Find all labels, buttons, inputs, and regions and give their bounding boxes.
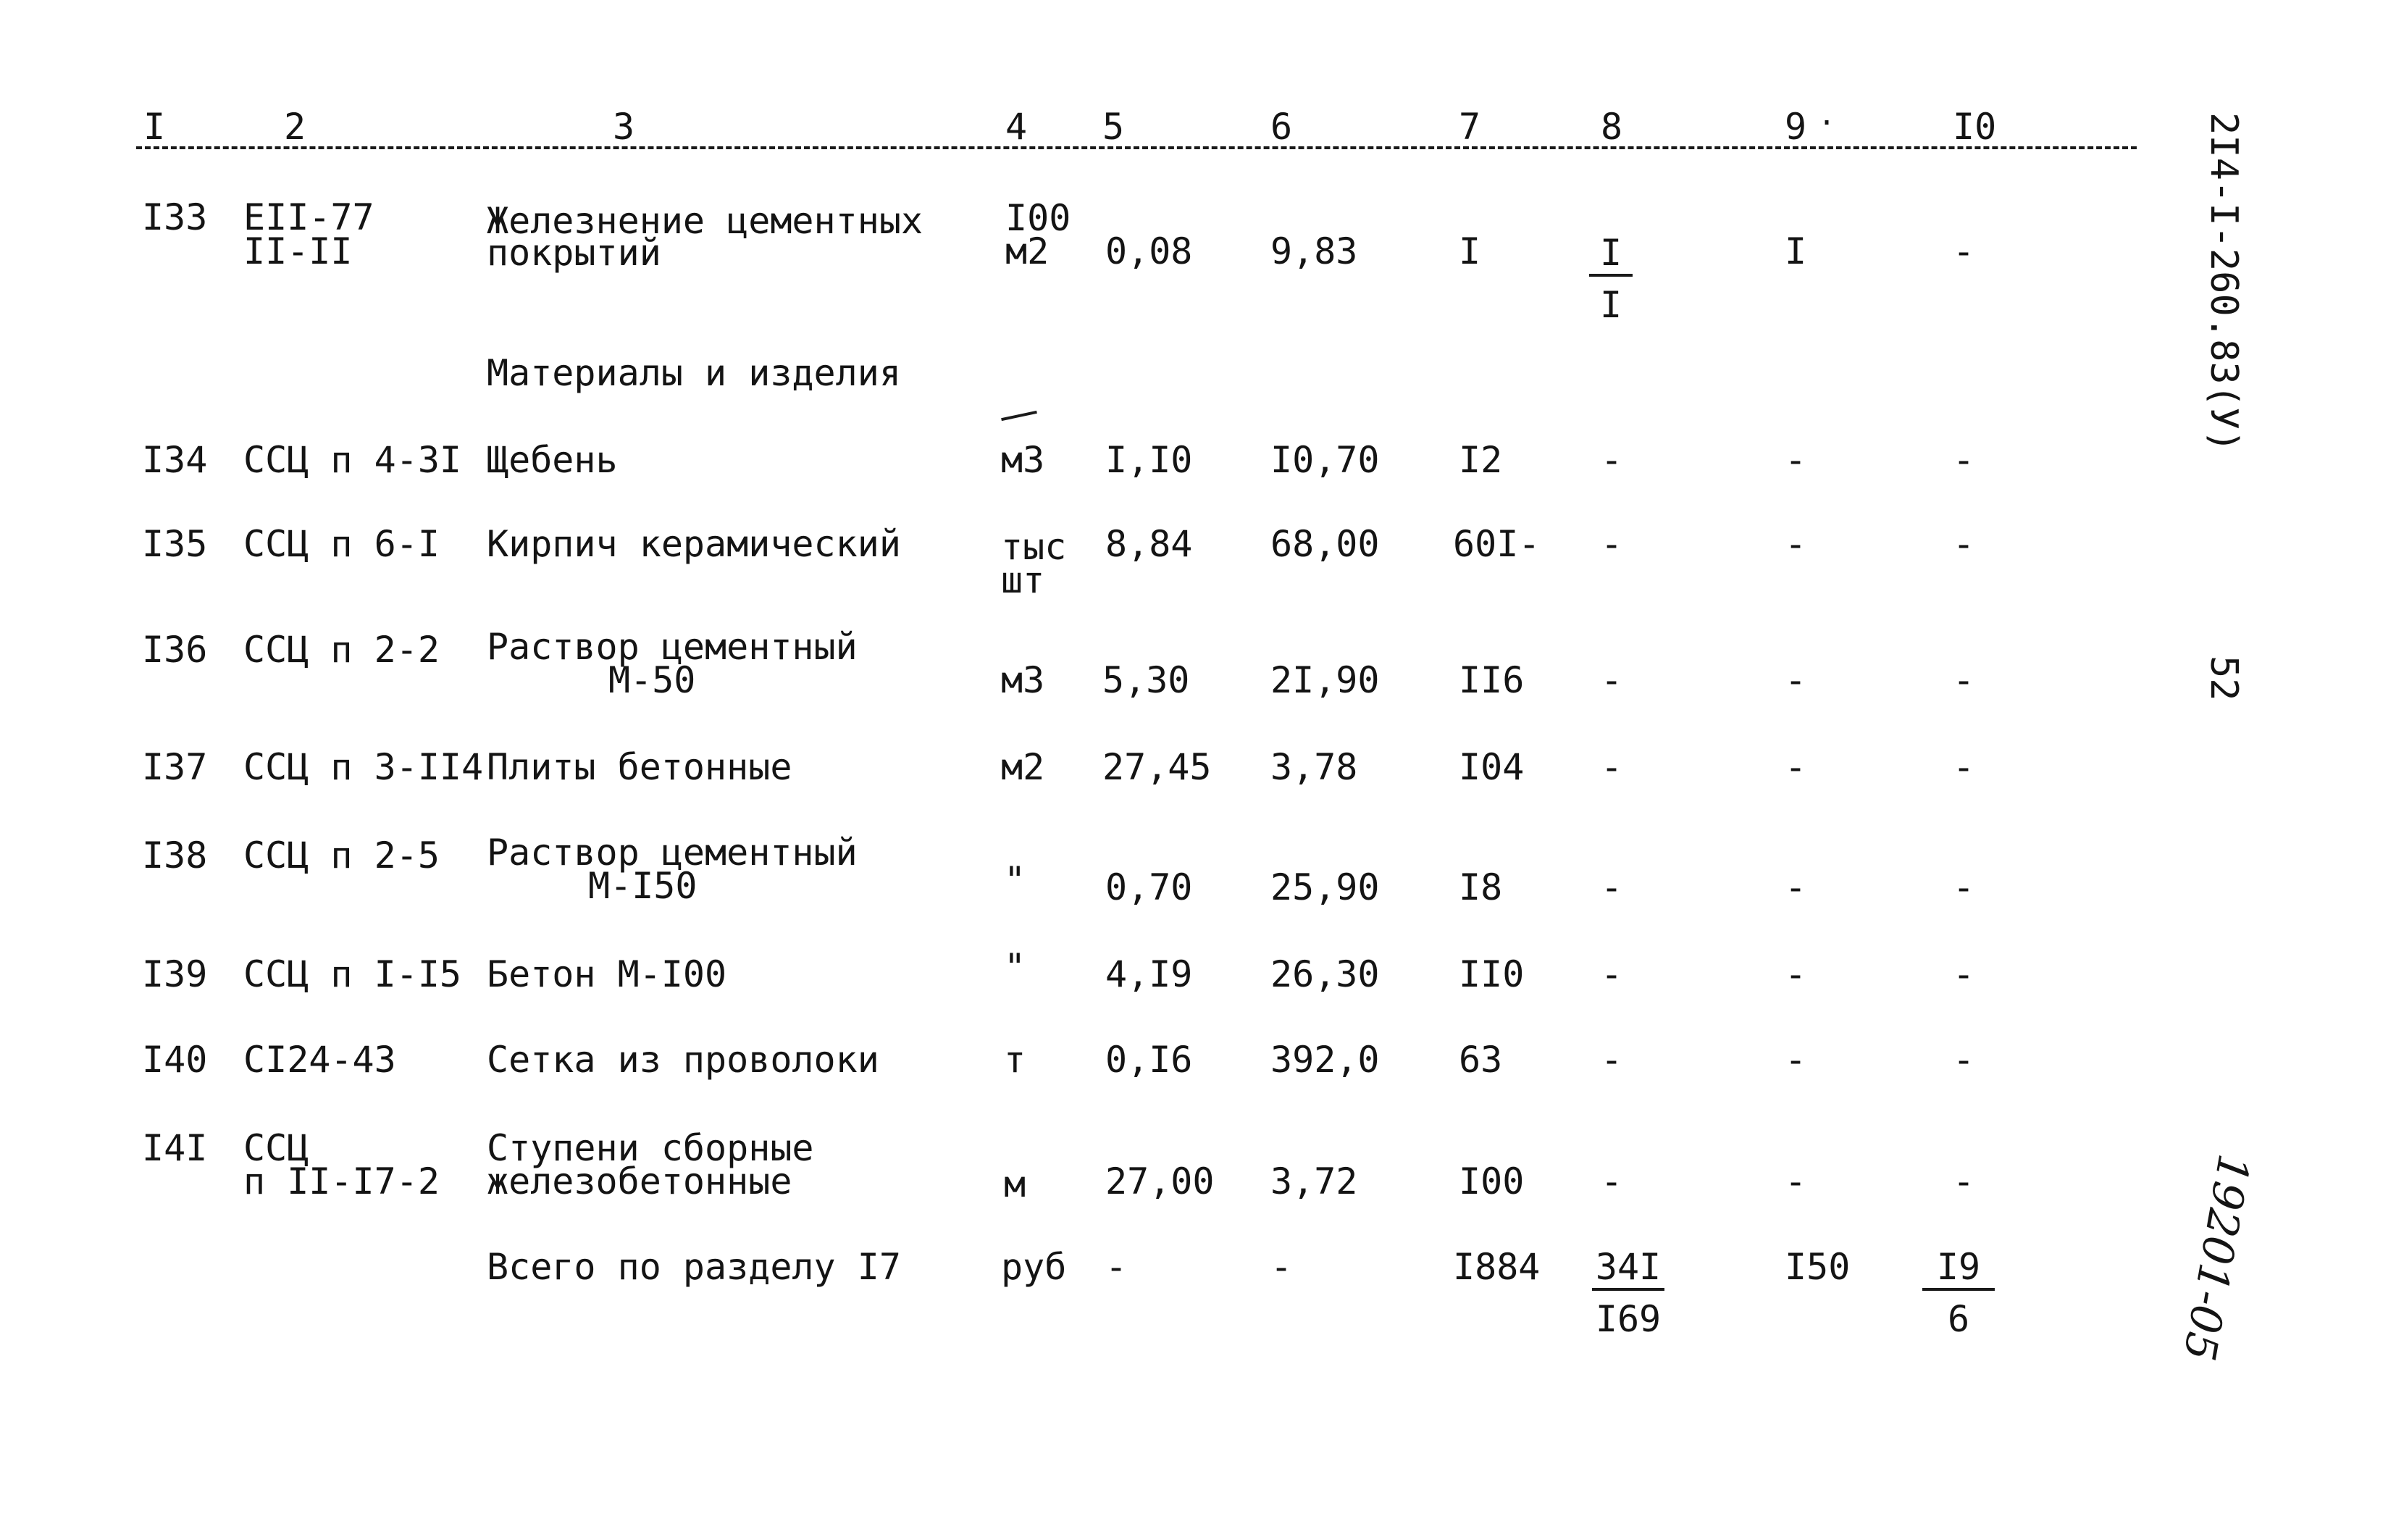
total-col6: -	[1270, 1246, 1293, 1288]
row-number: I39	[142, 953, 208, 995]
total-col7: I884	[1453, 1246, 1541, 1288]
col-header-8: 8	[1601, 106, 1623, 148]
row-unit: тыс	[1001, 526, 1067, 568]
row-col10: -	[1953, 659, 1975, 701]
row-col6: 3,72	[1270, 1160, 1358, 1202]
row-unit: "	[1004, 859, 1026, 901]
col-header-6: 6	[1270, 106, 1293, 148]
row-code: СI24-43	[243, 1039, 396, 1081]
row-name-line2: железобетонные	[487, 1160, 792, 1202]
total-col10-fraction	[1922, 1246, 1995, 1340]
row-code: ССЦ п 2-5	[243, 834, 440, 876]
row-unit: м2	[1001, 746, 1045, 788]
row-col8-fraction	[1589, 232, 1633, 326]
row-col9: -	[1785, 523, 1807, 565]
total-col5: -	[1105, 1246, 1128, 1288]
row-name: Раствор цементный	[487, 832, 858, 874]
row-name: Железнение цементных	[487, 200, 923, 242]
row-col7: I2	[1459, 439, 1503, 481]
row-col6: 2I,90	[1270, 659, 1380, 701]
row-col9: -	[1785, 1039, 1807, 1081]
row-col5: 8,84	[1105, 523, 1193, 565]
row-unit: м3	[1001, 439, 1045, 481]
fraction-numerator: 34I	[1592, 1249, 1664, 1291]
col-header-1: I	[143, 106, 166, 148]
row-col6: I0,70	[1270, 439, 1380, 481]
row-col8: -	[1601, 866, 1623, 908]
row-col10: -	[1953, 866, 1975, 908]
col-header-4: 4	[1005, 106, 1028, 148]
row-col10: -	[1953, 1039, 1975, 1081]
row-name: Сетка из проволоки	[487, 1039, 879, 1081]
row-name: Щебень	[487, 439, 618, 481]
row-unit: м	[1004, 1163, 1026, 1205]
row-code: ССЦ п 4-3I	[243, 439, 462, 481]
row-col9: -	[1785, 659, 1807, 701]
row-code-line2: п II-I7-2	[243, 1160, 440, 1202]
row-col6: 68,00	[1270, 523, 1380, 565]
row-col9: I	[1785, 230, 1807, 272]
fraction-denominator: I69	[1595, 1298, 1662, 1340]
row-col5: 0,70	[1105, 866, 1193, 908]
row-name: Плиты бетонные	[487, 746, 792, 788]
total-label: Всего по разделу I7	[487, 1246, 901, 1288]
col-header-10: I0	[1953, 106, 1997, 148]
row-name: Кирпич керамический	[487, 523, 901, 565]
row-col5: I,I0	[1105, 439, 1193, 481]
row-unit: I00	[1005, 197, 1071, 239]
row-col5: 0,08	[1105, 230, 1193, 272]
row-name-line2: покрытий	[487, 232, 661, 274]
row-col8: -	[1601, 953, 1623, 995]
fraction-numerator: I	[1589, 235, 1633, 277]
row-number: I35	[142, 523, 208, 565]
row-code: ССЦ п 6-I	[243, 523, 440, 565]
row-number: I34	[142, 439, 208, 481]
row-col7: II6	[1459, 659, 1525, 701]
inventory-number: 19201-05	[2173, 1150, 2260, 1365]
row-col9: -	[1785, 953, 1807, 995]
row-code: EII-77	[243, 196, 374, 238]
row-col5: 4,I9	[1105, 953, 1193, 995]
col-header-2: 2	[284, 106, 306, 148]
row-col10: -	[1953, 230, 1975, 272]
col-header-7: 7	[1459, 106, 1481, 148]
row-col8: -	[1601, 1160, 1623, 1202]
row-number: I40	[142, 1039, 208, 1081]
row-col5: 27,45	[1102, 746, 1212, 788]
row-unit-line2: шт	[1001, 559, 1045, 601]
row-col10: -	[1953, 1160, 1975, 1202]
row-col6: 25,90	[1270, 866, 1380, 908]
row-col8: -	[1601, 659, 1623, 701]
row-col7: II0	[1459, 953, 1525, 995]
row-col10: -	[1953, 523, 1975, 565]
row-code: ССЦ	[243, 1127, 309, 1169]
row-code-line2: II-II	[243, 230, 353, 272]
total-col9: I50	[1785, 1246, 1851, 1288]
row-unit: м3	[1001, 659, 1045, 701]
pen-stroke	[1001, 411, 1037, 421]
row-col9: -	[1785, 1160, 1807, 1202]
total-col8-fraction	[1592, 1246, 1664, 1340]
row-col7: I8	[1459, 866, 1503, 908]
row-number: I33	[142, 196, 208, 238]
row-unit: "	[1004, 946, 1026, 988]
row-name: Раствор цементный	[487, 626, 858, 668]
row-col9: -	[1785, 439, 1807, 481]
row-col7: I	[1459, 230, 1481, 272]
row-unit: т	[1004, 1039, 1026, 1081]
total-unit: руб	[1001, 1246, 1067, 1288]
row-code: ССЦ п 3-II4	[243, 746, 484, 788]
row-col8: -	[1601, 1039, 1623, 1081]
row-col9: -	[1785, 866, 1807, 908]
row-col5: 5,30	[1102, 659, 1190, 701]
row-col6: 3,78	[1270, 746, 1358, 788]
row-code: ССЦ п 2-2	[243, 629, 440, 671]
row-col10: -	[1953, 953, 1975, 995]
fraction-denominator: 6	[1947, 1298, 1970, 1340]
row-col5: 27,00	[1105, 1160, 1215, 1202]
row-number: I37	[142, 746, 208, 788]
row-col10: -	[1953, 746, 1975, 788]
fraction-denominator: I	[1599, 284, 1622, 326]
row-col6: 392,0	[1270, 1039, 1380, 1081]
row-unit-line2: м2	[1005, 230, 1050, 272]
row-name-line2: М-I50	[588, 865, 698, 907]
document-code: 2I4-I-260.83(У)	[2202, 112, 2245, 453]
row-name: Бетон М-I00	[487, 953, 727, 995]
row-col6: 9,83	[1270, 230, 1358, 272]
row-col5: 0,I6	[1105, 1039, 1193, 1081]
col-header-9: 9	[1785, 106, 1807, 148]
row-col6: 26,30	[1270, 953, 1380, 995]
col-header-3: 3	[613, 106, 635, 148]
col-header-9-mark: ·	[1818, 106, 1836, 140]
row-number: I38	[142, 834, 208, 876]
row-col7: I00	[1459, 1160, 1525, 1202]
fraction-numerator: I9	[1922, 1249, 1995, 1291]
row-col7: I04	[1459, 746, 1525, 788]
row-col7: 63	[1459, 1039, 1503, 1081]
row-col9: -	[1785, 746, 1807, 788]
row-number: I36	[142, 629, 208, 671]
header-rule	[136, 146, 2137, 149]
col-header-5: 5	[1102, 106, 1125, 148]
row-col8: -	[1601, 439, 1623, 481]
page-number: 52	[2202, 656, 2245, 701]
section-title: Материалы и изделия	[487, 352, 901, 394]
row-name: Ступени сборные	[487, 1127, 814, 1169]
row-number: I4I	[142, 1127, 208, 1169]
row-col8: -	[1601, 746, 1623, 788]
row-col7: 60I-	[1453, 523, 1541, 565]
row-col10: -	[1953, 439, 1975, 481]
row-code: ССЦ п I-I5	[243, 953, 462, 995]
row-col8: -	[1601, 523, 1623, 565]
row-name-line2: М-50	[608, 659, 696, 701]
